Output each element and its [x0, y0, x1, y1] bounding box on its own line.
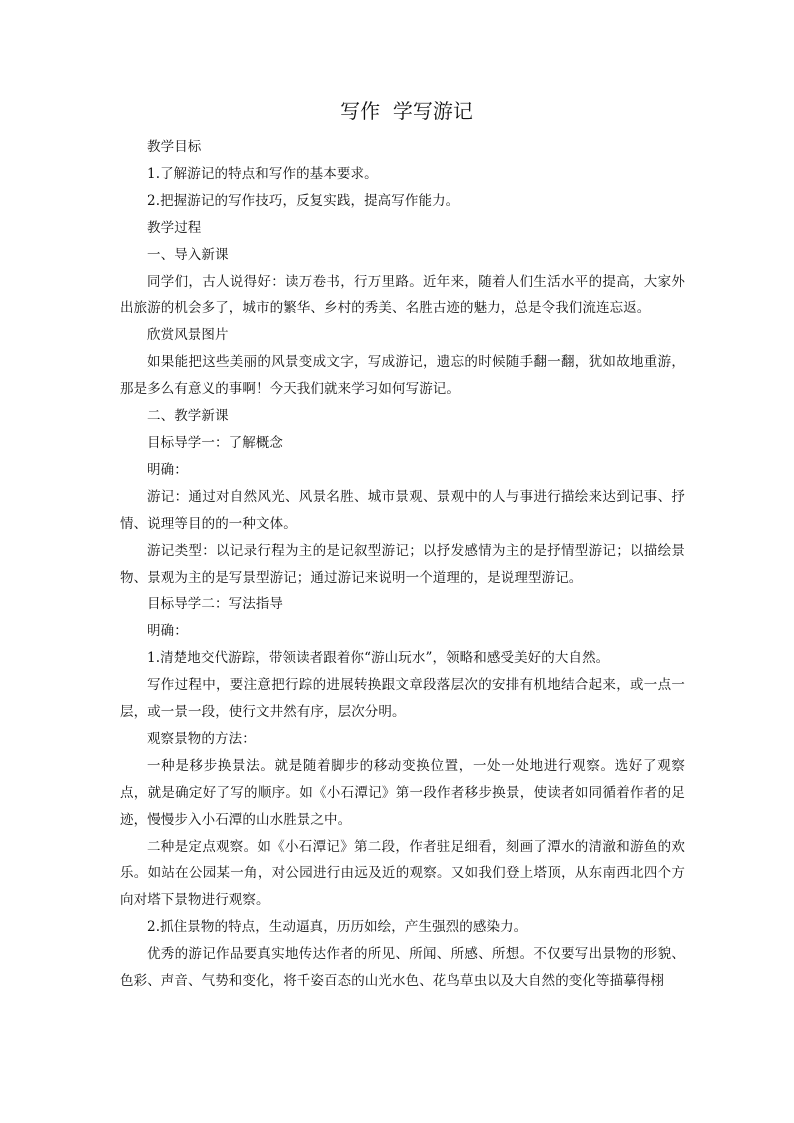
- paragraph-travelogue-definition: 游记：通过对自然风光、风景名胜、城市景观、景观中的人与事进行描绘来达到记事、抒情、说理等目的的一种文体。: [120, 488, 685, 532]
- subheading-goal-1: 目标导学一：了解概念: [147, 434, 283, 451]
- paragraph-method-fixed-point: 二种是定点观察。如《小石潭记》第二段，作者驻足细看，刻画了潭水的清澈和游鱼的欢乐。如站在公园某一角，对公园进行由远及近的观察。又如我们登上塔顶，从东南西北四个方向对塔下景物进行观察。: [120, 838, 685, 909]
- paragraph-observation-methods: 观察景物的方法：: [147, 730, 256, 747]
- point-1-itinerary: 1.清楚地交代游踪，带领读者跟着你“游山玩水”，领略和感受美好的大自然。: [147, 650, 610, 667]
- heading-teaching-goals: 教学目标: [147, 139, 202, 155]
- paragraph-writing-process: 写作过程中，要注意把行踪的进展转换跟文章段落层次的安排有机地结合起来，或一点一层，或一景一段，使行文井然有序，层次分明。: [120, 677, 685, 721]
- paragraph-intro: 同学们，古人说得好：读万卷书，行万里路。近年来，随着人们生活水平的提高，大家外出旅游的机会多了，城市的繁华、乡村的秀美、名胜古迹的魅力，总是令我们流连忘返。: [120, 273, 685, 317]
- document-title: 写作 学写游记: [340, 99, 473, 123]
- subheading-goal-2: 目标导学二：写法指导: [147, 596, 283, 613]
- label-clarify-2: 明确：: [147, 623, 188, 640]
- goal-item-1: 1.了解游记的特点和写作的基本要求。: [147, 165, 378, 182]
- document-page: [120, 94, 685, 995]
- paragraph-excellent-travelogue: 优秀的游记作品要真实地传达作者的所见、所闻、所感、所想。不仅要写出景物的形貌、色彩、声音、气势和变化，将千姿百态的山光水色、花鸟草虫以及大自然的变化等描摹得栩: [120, 946, 685, 990]
- paragraph-method-moving: 一种是移步换景法。就是随着脚步的移动变换位置，一处一处地进行观察。选好了观察点，就是确定好了写的顺序。如《小石潭记》第一段作者移步换景，使读者如同循着作者的足迹，慢慢步入小石潭的山水胜景之中。: [120, 757, 685, 828]
- goal-item-2: 2.把握游记的写作技巧，反复实践，提高写作能力。: [147, 192, 460, 209]
- section-heading-new-lesson: 二、教学新课: [147, 408, 229, 425]
- section-heading-intro: 一、导入新课: [147, 246, 229, 263]
- label-clarify-1: 明确：: [147, 461, 188, 478]
- paragraph-travelogue-types: 游记类型：以记录行程为主的是记叙型游记；以抒发感情为主的是抒情型游记；以描绘景物、景观为主的是写景型游记；通过游记来说明一个道理的，是说理型游记。: [120, 542, 685, 586]
- point-2-scenery-features: 2.抓住景物的特点，生动逼真，历历如绘，产生强烈的感染力。: [147, 919, 528, 936]
- paragraph-enjoy-images: 欣赏风景图片: [147, 327, 229, 344]
- heading-teaching-process: 教学过程: [147, 219, 202, 236]
- paragraph-scenery-to-text: 如果能把这些美丽的风景变成文字，写成游记，遗忘的时候随手翻一翻，犹如故地重游，那是多么有意义的事啊！今天我们就来学习如何写游记。: [120, 354, 685, 398]
